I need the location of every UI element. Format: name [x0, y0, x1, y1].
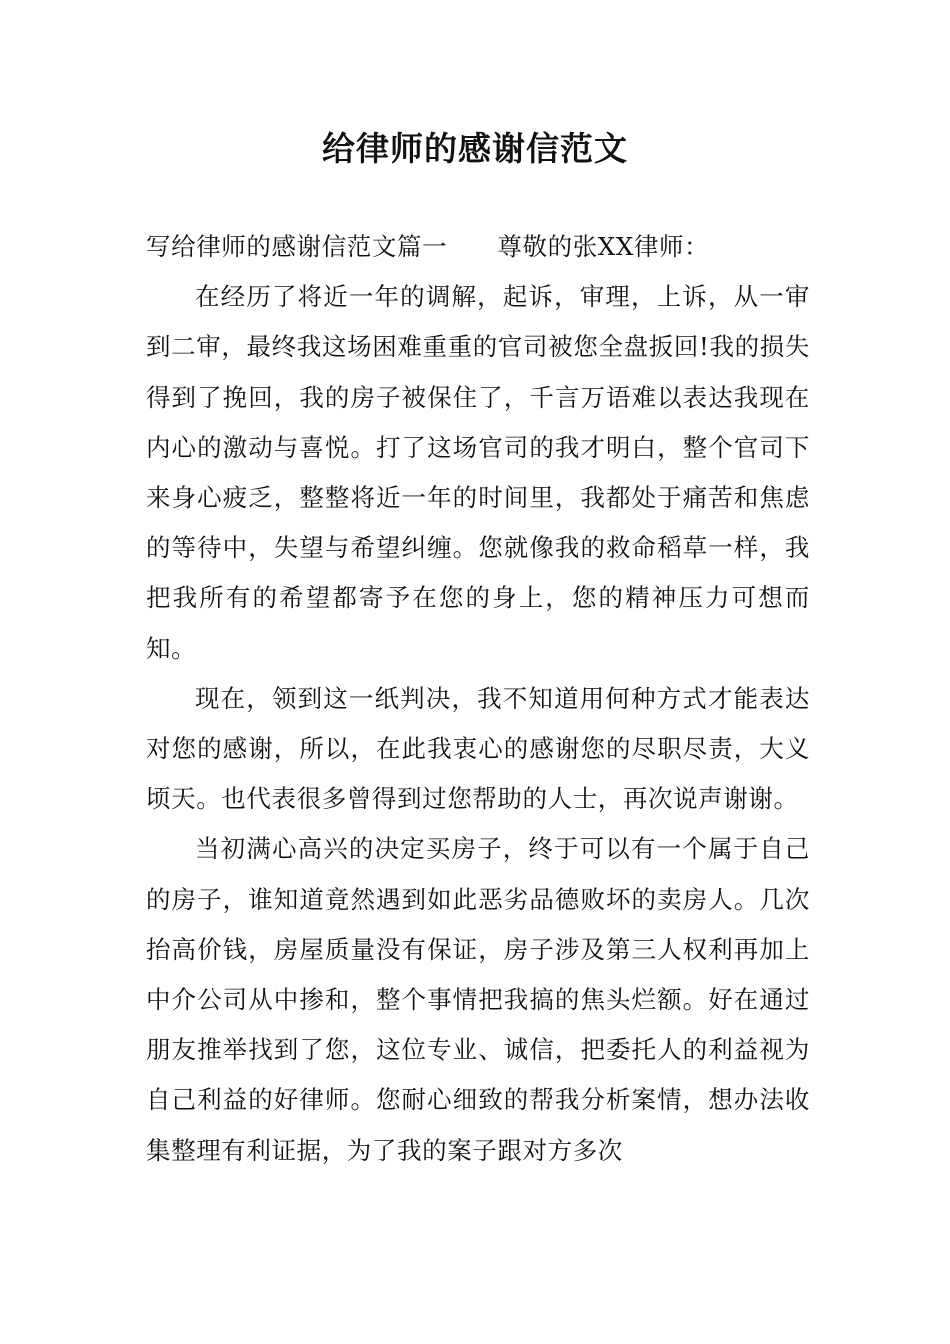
letter-body	[146, 222, 810, 1176]
paragraph-1: 在经历了将近一年的调解，起诉，审理，上诉，从一审到二审，最终我这场困难重重的官司被您全盘扳回!我的损失得到了挽回，我的房子被保住了，千言万语难以表达我现在内心的激动与喜悦。打了这场官司的我才明白，整个官司下来身心疲乏，整整将近一年的时间里，我都处于痛苦和焦虑的等待中，失望与希望纠缠。您就像我的救命稻草一样，我把我所有的希望都寄予在您的身上，您的精神压力可想而知。	[146, 282, 810, 663]
document-title: 给律师的感谢信范文	[322, 129, 628, 168]
letter-intro: 写给律师的感谢信范文篇一 尊敬的张XX律师：	[146, 232, 710, 261]
paragraph-3: 当初满心高兴的决定买房子，终于可以有一个属于自己的房子，谁知道竟然遇到如此恶劣品德败坏的卖房人。几次抬高价钱，房屋质量没有保证，房子涉及第三人权利再加上中介公司从中掺和，整个事情把我搞的焦头烂额。好在通过朋友推举找到了您，这位专业、诚信，把委托人的利益视为自己利益的好律师。您耐心细致的帮我分析案情，想办法收集整理有利证据，为了我的案子跟对方多次	[146, 834, 810, 1165]
paragraph-2: 现在，领到这一纸判决，我不知道用何种方式才能表达对您的感谢，所以，在此我衷心的感谢您的尽职尽责，大义顷天。也代表很多曾得到过您帮助的人士，再次说声谢谢。	[146, 683, 810, 814]
